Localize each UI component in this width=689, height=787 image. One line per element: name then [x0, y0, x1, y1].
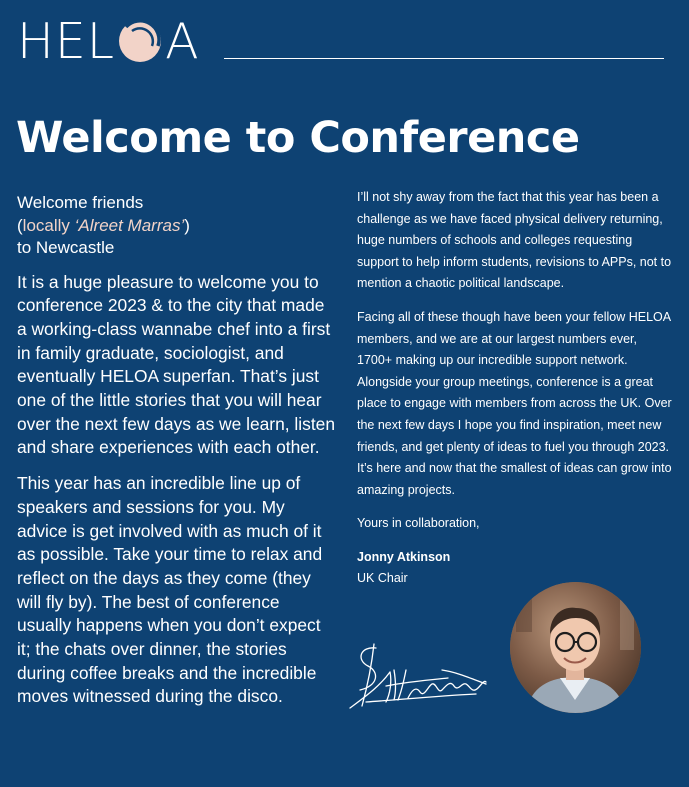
header-rule [224, 58, 664, 59]
signoff [357, 547, 675, 589]
heloa-logo [17, 14, 200, 68]
greeting-line: Welcome friends [17, 193, 144, 212]
body-paragraph: It is a huge pleasure to welcome you to conference 2023 & to the city that made a working-class wannabe chef into a first in family graduate, sociologist, and eventually HELOA superfan. That’s just one of the little stories that you will hear over the next few days as we learn, listen and share experiences with each other. [17, 271, 336, 458]
logo-o-icon [117, 18, 163, 64]
handwritten-signature [346, 636, 496, 716]
greeting-line: to Newcastle [17, 238, 115, 257]
body-paragraph: Facing all of these though have been your fellow HELOA members, and we are at our largest numbers ever, 1700+ making up our incredible support network. Alongside your group meetings, conference is a great place to engage with members from across the UK. Over the next few days I hope you find inspiration, meet new friends, and get plenty of ideas to fuel you through 2023. It’s here and now that the smallest of ideas can grow into amazing projects. [357, 309, 672, 497]
portrait-photo [510, 582, 641, 713]
left-column [17, 192, 337, 721]
signoff-name: Jonny Atkinson [357, 549, 451, 564]
local-phrase: ‘Alreet Marras’ [74, 215, 185, 235]
body-paragraph: This year has an incredible line up of speakers and sessions for you. My advice is get involved with as much of it as possible. Take your time to relax and reflect on the days as they come (they will fly by). The best of conference usually happens when you don’t expect it; the chats over dinner, the stories during coffee breaks and the incredible moves witnessed during the disco. [17, 473, 323, 707]
header [0, 0, 689, 80]
closing-line: Yours in collaboration, [357, 516, 480, 531]
signoff-role: UK Chair [357, 570, 408, 585]
logo-text-right: A [165, 12, 200, 70]
portrait-illustration [510, 582, 641, 713]
open-paren: ( [17, 215, 23, 235]
right-column [357, 187, 675, 589]
page-title: Welcome to Conference [16, 113, 580, 163]
close-paren: ) [184, 215, 190, 235]
logo-text-left: HEL [17, 12, 116, 70]
greeting-local [17, 215, 337, 238]
body-paragraph: I’ll not shy away from the fact that this year has been a challenge as we have faced physical delivery returning, huge numbers of schools and colleges requesting support to help inform students, revisions to APPs, not to mention a chaotic political landscape. [357, 190, 672, 291]
local-word: locally [22, 215, 75, 235]
greeting [17, 192, 337, 260]
